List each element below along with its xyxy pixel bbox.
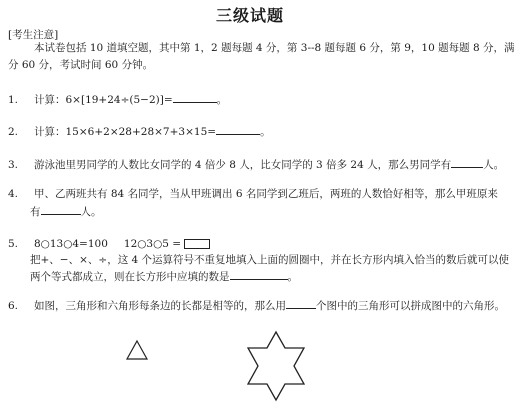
question-number: 4. bbox=[8, 188, 19, 200]
question-number: 5. bbox=[8, 238, 19, 250]
answer-blank[interactable] bbox=[451, 156, 483, 168]
equation-2: 12○3○5 = bbox=[123, 238, 182, 250]
question-6: 6. 如图，三角形和六角形每条边的长都是相等的，那么用 个图中的三角形可以拼成图中的六角形。 bbox=[8, 297, 505, 315]
question-3: 3. 游泳池里男同学的人数比女同学的 4 倍少 8 人，比女同学的 3 倍多 24 人，那么男同学有 人。 bbox=[8, 156, 504, 174]
question-number: 1. bbox=[8, 94, 19, 106]
answer-blank[interactable] bbox=[216, 123, 260, 135]
triangle-figure bbox=[126, 340, 148, 360]
question-4-cont: 有 人。 bbox=[30, 203, 102, 221]
question-text: 甲、乙两班共有 84 名同学，当从甲班调出 6 名同学到乙班后，两班的人数恰好相等，那么甲班原来 bbox=[34, 188, 498, 200]
question-number: 3. bbox=[8, 159, 19, 171]
notice-line-2: 分 60 分，考试时间 60 分钟。 bbox=[8, 59, 154, 71]
answer-blank[interactable] bbox=[41, 203, 81, 215]
question-1: 1. 计算：6×[19+24÷(5−2)]= 。 bbox=[8, 91, 227, 109]
notice-header: [考生注意] bbox=[8, 29, 59, 41]
question-5-line-3: 两个等式都成立，则在长方形中应填的数是 。 bbox=[30, 268, 298, 286]
answer-blank[interactable] bbox=[173, 91, 217, 103]
page-title: 三级试题 bbox=[215, 6, 284, 25]
equation-1: 8○13○4=100 bbox=[34, 238, 108, 250]
question-4 bbox=[8, 186, 498, 203]
question-number: 6. bbox=[8, 300, 19, 312]
question-text: 计算：15×6+2×28+28×7+3×15= bbox=[34, 126, 217, 138]
answer-blank[interactable] bbox=[230, 268, 288, 280]
notice-line-1: 本试卷包括 10 道填空题，其中第 1，2 题每题 4 分，第 3--8 题每题 6 分，第 9，10 题每题 8 分，满 bbox=[34, 42, 515, 54]
answer-rectangle[interactable] bbox=[184, 239, 210, 249]
answer-blank[interactable] bbox=[286, 297, 316, 309]
hexagram-figure bbox=[244, 330, 308, 402]
question-5 bbox=[8, 236, 210, 253]
question-text: 游泳池里男同学的人数比女同学的 4 倍少 8 人，比女同学的 3 倍多 24 人，那么男同学有 bbox=[34, 159, 452, 171]
question-5-line-2: 把+、−、×、÷，这 4 个运算符号不重复地填入上面的圆圈中，并在长方形内填入恰当的数后就可以使 bbox=[30, 254, 510, 266]
question-2: 2. 计算：15×6+2×28+28×7+3×15= 。 bbox=[8, 123, 271, 141]
question-text: 计算：6×[19+24÷(5−2)]= bbox=[34, 94, 173, 106]
question-number: 2. bbox=[8, 126, 19, 138]
question-text: 如图，三角形和六角形每条边的长都是相等的，那么用 bbox=[34, 300, 286, 312]
